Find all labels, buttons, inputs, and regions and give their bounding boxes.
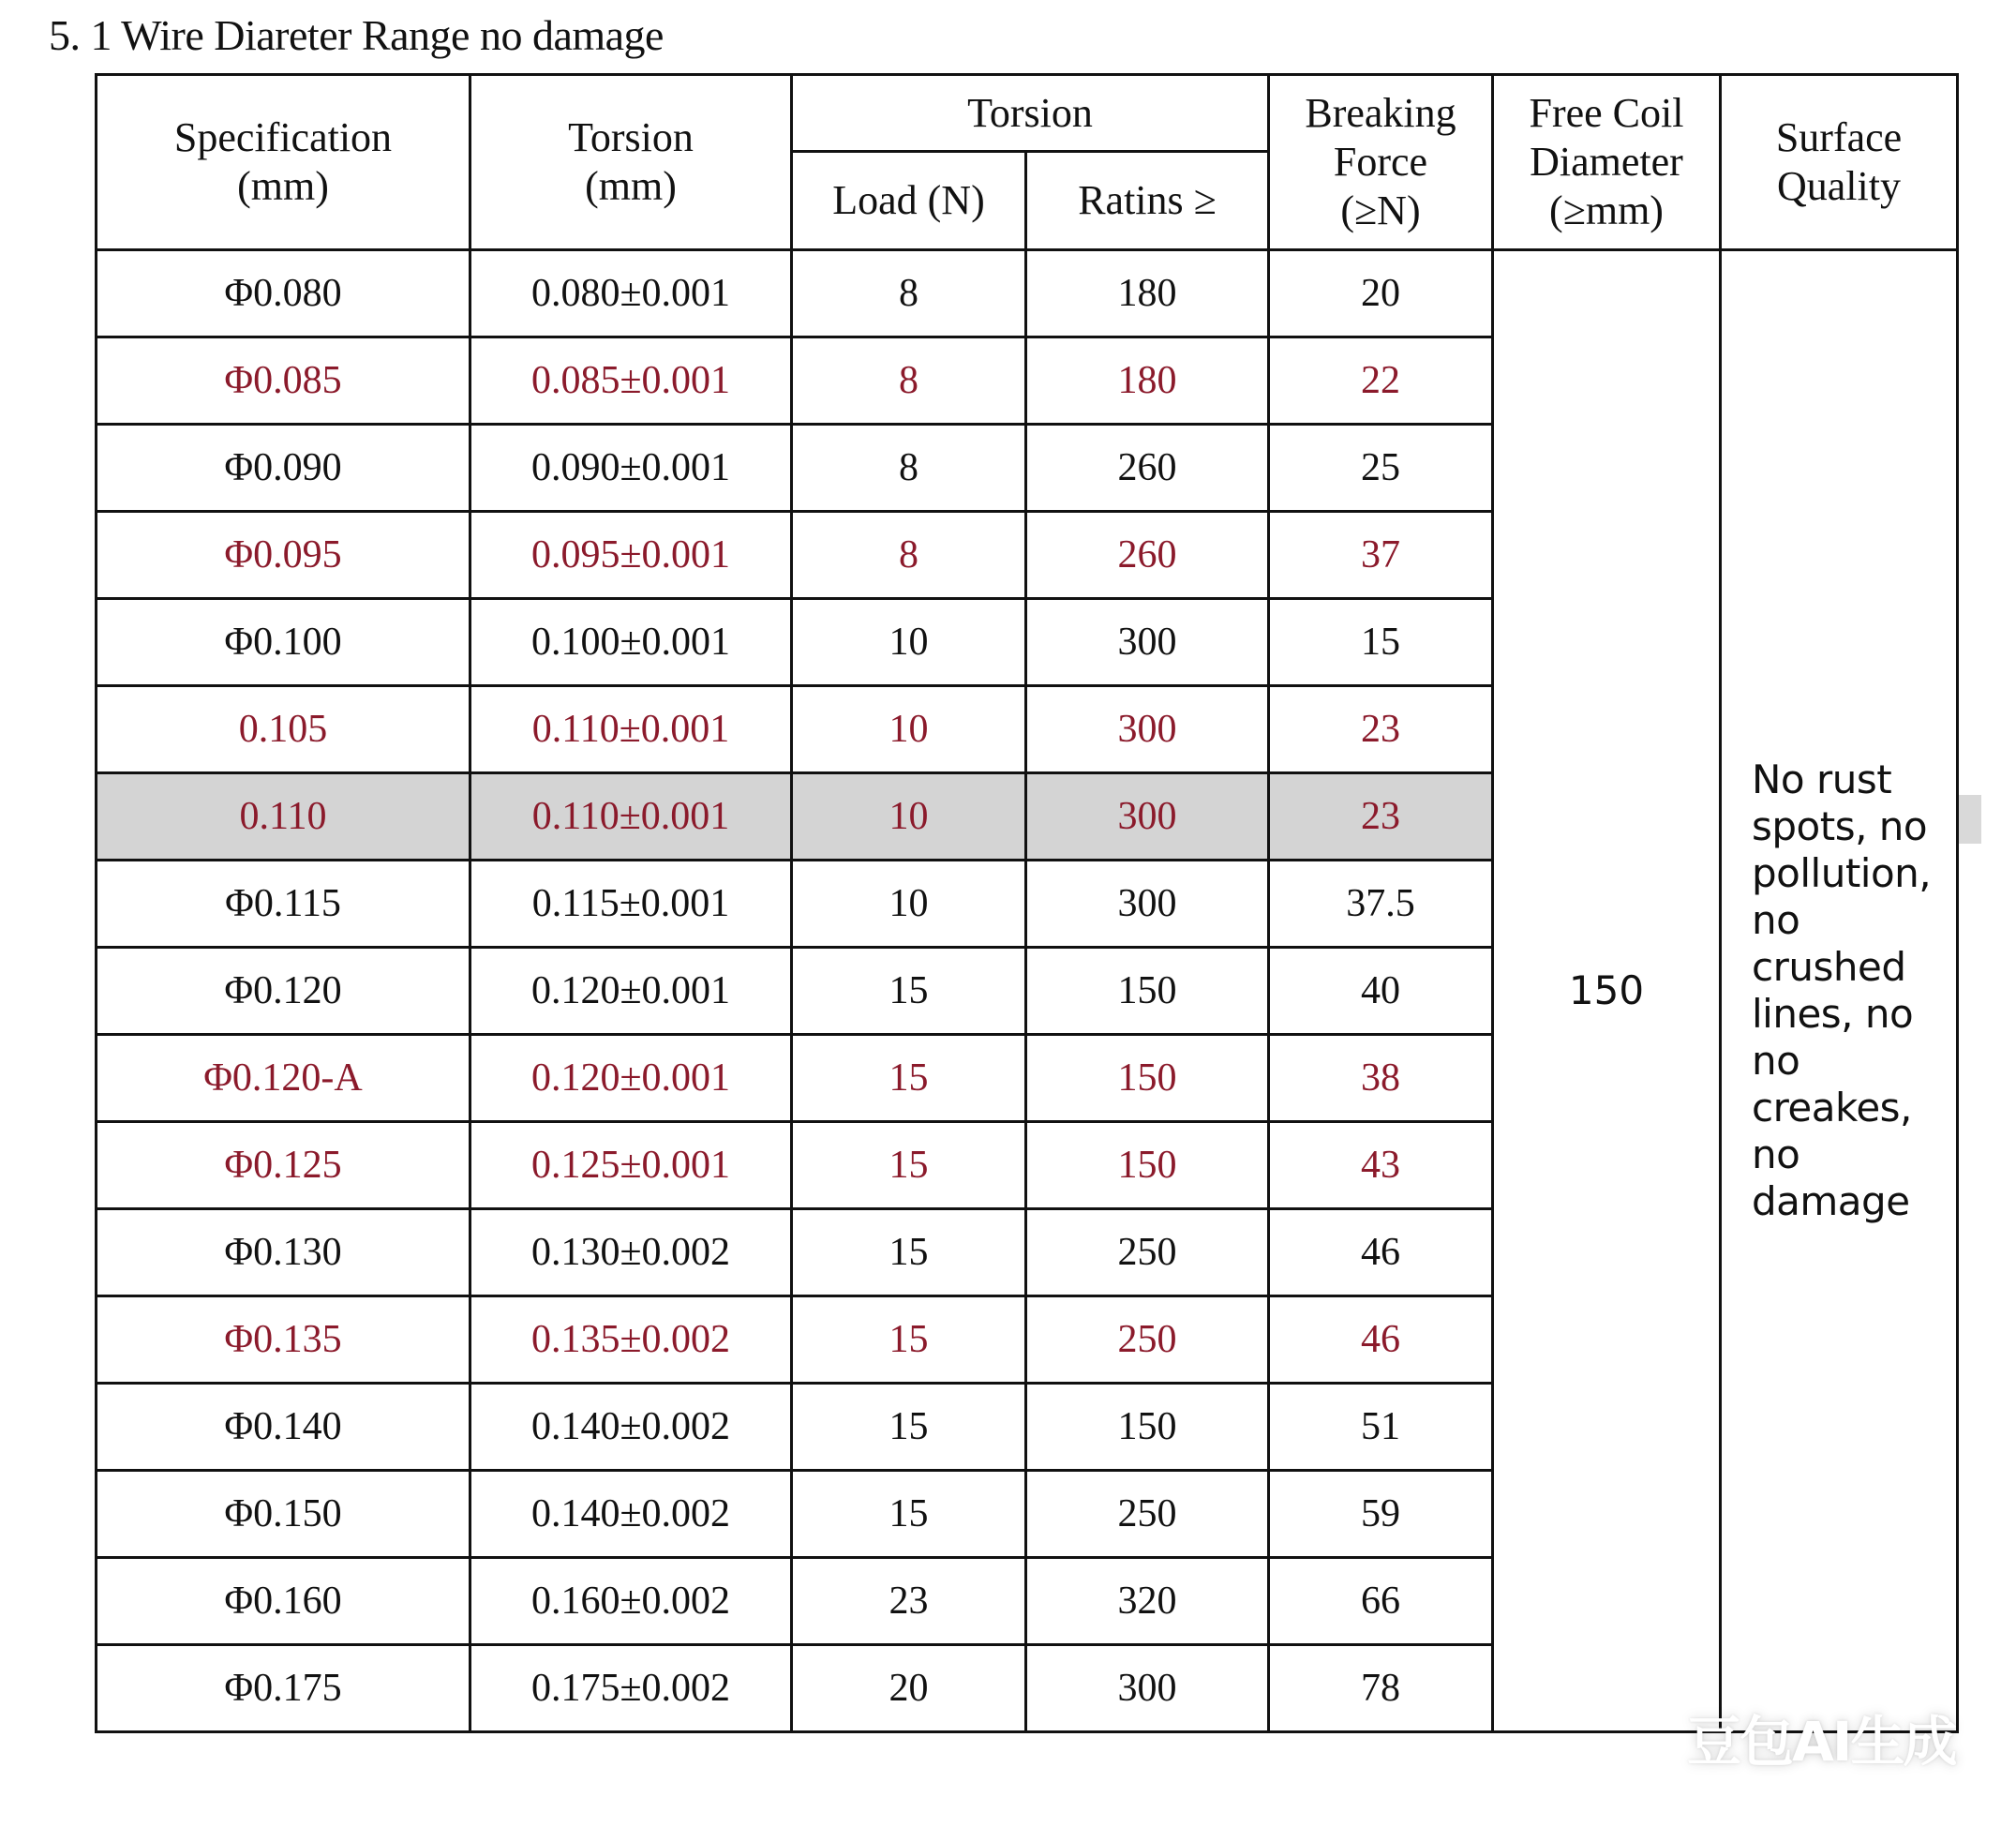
surface-quality-line: lines, no [1752,991,1914,1037]
load-cell: 15 [792,1209,1026,1296]
breaking-force-cell: 37 [1269,512,1493,599]
breaking-force-cell: 20 [1269,250,1493,337]
spec-cell: Φ0.080 [97,250,470,337]
ratins-cell: 300 [1026,773,1269,861]
section-title: 5. 1 Wire Diareter Range no damage [49,11,664,59]
breaking-force-cell: 23 [1269,686,1493,773]
tolerance-cell: 0.120±0.001 [470,1035,792,1122]
spec-cell: 0.110 [97,773,470,861]
free-coil-diameter-cell: 150 [1493,250,1721,1732]
surface-quality-line: no creakes, [1752,1038,1912,1131]
tolerance-cell: 0.100±0.001 [470,599,792,686]
header-line: Specification [173,114,393,160]
ratins-cell: 180 [1026,250,1269,337]
spec-cell: Φ0.095 [97,512,470,599]
breaking-force-cell: 51 [1269,1384,1493,1471]
header-line: Torsion [568,114,694,160]
spec-cell: Φ0.140 [97,1384,470,1471]
tolerance-cell: 0.160±0.002 [470,1558,792,1645]
surface-quality-line: no damage [1752,1131,1910,1224]
ratins-cell: 260 [1026,512,1269,599]
scrollbar-thumb[interactable] [1959,795,1981,844]
spec-cell: Φ0.175 [97,1645,470,1732]
header-load: Load (N) [792,152,1026,250]
breaking-force-cell: 25 [1269,425,1493,512]
ratins-cell: 150 [1026,1035,1269,1122]
surface-quality-line: pollution, [1752,850,1932,896]
ai-watermark: 豆包AI生成 [1687,1710,1956,1774]
ratins-cell: 250 [1026,1471,1269,1558]
load-cell: 20 [792,1645,1026,1732]
tolerance-cell: 0.080±0.001 [470,250,792,337]
breaking-force-cell: 23 [1269,773,1493,861]
ratins-cell: 300 [1026,686,1269,773]
load-cell: 10 [792,773,1026,861]
spec-cell: Φ0.130 [97,1209,470,1296]
spec-cell: 0.105 [97,686,470,773]
tolerance-cell: 0.110±0.001 [470,686,792,773]
header-line: Surface [1775,114,1903,160]
spec-cell: Φ0.090 [97,425,470,512]
spec-cell: Φ0.085 [97,337,470,425]
load-cell: 8 [792,337,1026,425]
header-torsion-mm [470,75,792,250]
tolerance-cell: 0.125±0.001 [470,1122,792,1209]
header-line: (mm) [237,163,329,209]
breaking-force-cell: 59 [1269,1471,1493,1558]
load-cell: 10 [792,599,1026,686]
wire-spec-table [95,73,1959,1733]
load-cell: 15 [792,1471,1026,1558]
surface-quality-line: no crushed [1752,897,1906,990]
load-cell: 15 [792,1035,1026,1122]
breaking-force-cell: 46 [1269,1209,1493,1296]
load-cell: 10 [792,686,1026,773]
breaking-force-cell: 78 [1269,1645,1493,1732]
breaking-force-cell: 43 [1269,1122,1493,1209]
ratins-cell: 300 [1026,1645,1269,1732]
load-cell: 8 [792,425,1026,512]
tolerance-cell: 0.115±0.001 [470,861,792,948]
load-cell: 8 [792,512,1026,599]
surface-quality-line: No rust [1752,756,1892,802]
header-line: (≥mm) [1549,187,1664,233]
spec-cell: Φ0.120-A [97,1035,470,1122]
tolerance-cell: 0.090±0.001 [470,425,792,512]
spec-cell: Φ0.100 [97,599,470,686]
header-line: Force [1333,139,1428,185]
load-cell: 15 [792,1384,1026,1471]
header-line: Breaking [1305,90,1456,136]
ratins-cell: 150 [1026,1384,1269,1471]
header-ratins: Ratins ≥ [1026,152,1269,250]
breaking-force-cell: 46 [1269,1296,1493,1384]
tolerance-cell: 0.085±0.001 [470,337,792,425]
ratins-cell: 300 [1026,861,1269,948]
load-cell: 15 [792,1122,1026,1209]
header-surface-quality [1721,75,1958,250]
ratins-cell: 300 [1026,599,1269,686]
breaking-force-cell: 15 [1269,599,1493,686]
header-line: Free Coil [1529,90,1684,136]
header-line: Diameter [1530,139,1683,185]
tolerance-cell: 0.140±0.002 [470,1471,792,1558]
spec-cell: Φ0.115 [97,861,470,948]
header-line: Quality [1777,163,1901,209]
ratins-cell: 250 [1026,1296,1269,1384]
table-row [97,250,1958,337]
breaking-force-cell: 66 [1269,1558,1493,1645]
ratins-cell: 320 [1026,1558,1269,1645]
load-cell: 15 [792,948,1026,1035]
load-cell: 8 [792,250,1026,337]
header-breaking-force [1269,75,1493,250]
surface-quality-cell [1721,250,1958,1732]
header-free-coil-diameter [1493,75,1721,250]
tolerance-cell: 0.140±0.002 [470,1384,792,1471]
surface-quality-line: spots, no [1752,803,1928,849]
breaking-force-cell: 37.5 [1269,861,1493,948]
spec-cell: Φ0.125 [97,1122,470,1209]
ratins-cell: 150 [1026,1122,1269,1209]
ratins-cell: 150 [1026,948,1269,1035]
tolerance-cell: 0.095±0.001 [470,512,792,599]
header-line: (mm) [585,163,677,209]
load-cell: 10 [792,861,1026,948]
load-cell: 23 [792,1558,1026,1645]
header-specification [97,75,470,250]
header-torsion-group: Torsion [792,75,1269,152]
spec-cell: Φ0.120 [97,948,470,1035]
tolerance-cell: 0.120±0.001 [470,948,792,1035]
tolerance-cell: 0.175±0.002 [470,1645,792,1732]
ratins-cell: 180 [1026,337,1269,425]
load-cell: 15 [792,1296,1026,1384]
ratins-cell: 260 [1026,425,1269,512]
tolerance-cell: 0.110±0.001 [470,773,792,861]
ratins-cell: 250 [1026,1209,1269,1296]
spec-cell: Φ0.135 [97,1296,470,1384]
breaking-force-cell: 40 [1269,948,1493,1035]
header-line: (≥N) [1340,187,1421,233]
breaking-force-cell: 22 [1269,337,1493,425]
spec-cell: Φ0.150 [97,1471,470,1558]
tolerance-cell: 0.135±0.002 [470,1296,792,1384]
breaking-force-cell: 38 [1269,1035,1493,1122]
tolerance-cell: 0.130±0.002 [470,1209,792,1296]
spec-cell: Φ0.160 [97,1558,470,1645]
